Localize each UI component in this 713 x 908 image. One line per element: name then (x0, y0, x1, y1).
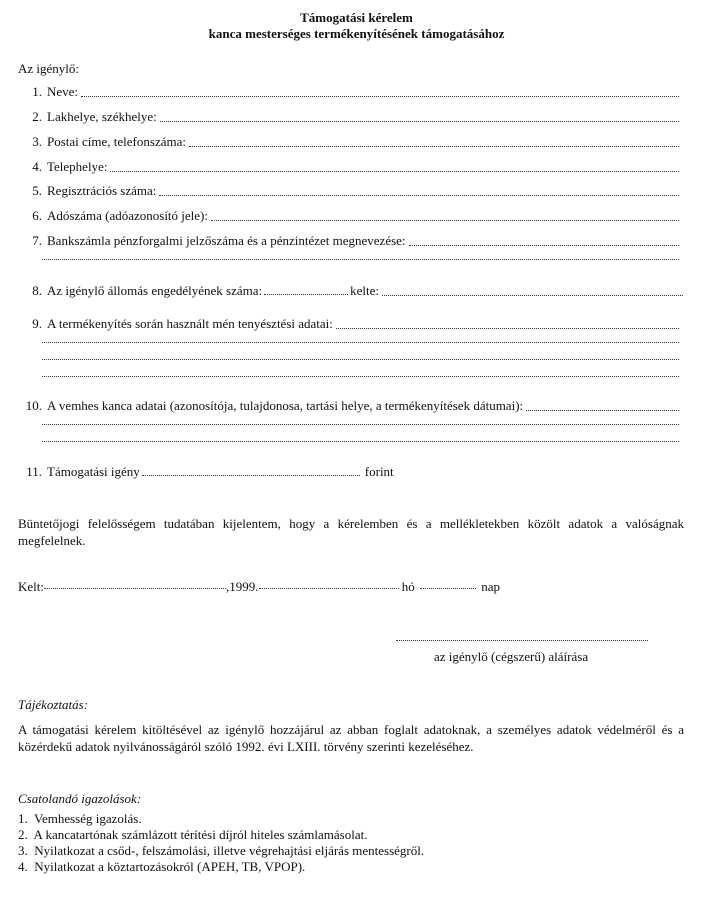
field-name-row[interactable] (18, 84, 679, 100)
field-label: Postai címe, telefonszáma: (47, 134, 186, 149)
field-label-date: kelte: (350, 283, 380, 298)
fill-line[interactable] (42, 342, 679, 343)
list-item: 2. A kancatartónak számlázott térítési díjról hiteles számlamásolat. (18, 827, 368, 842)
claim-amount-line[interactable] (142, 474, 360, 476)
signature-caption: az igénylő (cégszerű) aláírása (434, 649, 589, 664)
field-label: Telephelye: (47, 159, 108, 174)
field-stallion-row[interactable] (18, 316, 679, 332)
fill-line[interactable] (42, 376, 679, 377)
field-label: Bankszámla pénzforgalmi jelzőszáma és a pénzintézet megnevezése: (47, 233, 406, 248)
field-tax-row[interactable] (18, 208, 679, 224)
field-number: 5. (32, 183, 42, 198)
field-registration-row[interactable] (18, 183, 679, 199)
field-label: Adószáma (adóazonosító jele): (47, 208, 208, 223)
field-number: 8. (32, 283, 42, 298)
field-mare-row[interactable] (18, 398, 679, 414)
kelt-label: Kelt: (18, 579, 44, 594)
date-line[interactable] (18, 579, 500, 595)
fill-line[interactable] (81, 95, 679, 97)
field-label: Neve: (47, 84, 79, 99)
day-line[interactable] (420, 587, 476, 589)
field-bank-row[interactable] (18, 233, 679, 249)
applicant-heading: Az igénylő: (18, 61, 80, 76)
list-item: 4. Nyilatkozat a köztartozásokról (APEH, TB, VPOP). (18, 859, 306, 874)
list-item: 1. Vemhesség igazolás. (18, 811, 142, 826)
field-number: 10. (25, 398, 42, 413)
field-postal-row[interactable] (18, 134, 679, 150)
list-item: 3. Nyilatkozat a csőd-, felszámolási, illetve végrehajtási eljárás mentességről. (18, 843, 425, 858)
fill-line[interactable] (409, 244, 679, 246)
field-number: 9. (32, 316, 42, 331)
month-line[interactable] (259, 587, 399, 589)
field-label: Az igénylő állomás engedélyének száma: (47, 283, 263, 298)
attachments-list (18, 811, 424, 875)
fill-line[interactable] (42, 441, 679, 442)
fill-line[interactable] (336, 327, 679, 329)
field-number: 11. (26, 464, 42, 479)
day-label: nap (481, 579, 501, 594)
field-label: A termékenyítés során használt mén tenyésztési adatai: (47, 316, 333, 331)
fill-line[interactable] (526, 409, 679, 411)
permit-number-line[interactable] (264, 293, 348, 295)
info-heading: Tájékoztatás: (18, 697, 89, 712)
field-number: 6. (32, 208, 42, 223)
field-label: Támogatási igény (47, 464, 140, 479)
month-label: hó (401, 579, 415, 594)
field-label: Regisztrációs száma: (47, 183, 157, 198)
field-label: Lakhelye, székhelye: (47, 109, 157, 124)
place-line[interactable] (44, 587, 226, 589)
field-number: 2. (32, 109, 42, 124)
field-permit-row[interactable] (18, 283, 683, 299)
signature-line[interactable] (396, 640, 648, 641)
field-site-row[interactable] (18, 159, 679, 175)
declaration-text: Büntetőjogi felelősségem tudatában kijelentem, hogy a kérelemben és a mellékletekben közölt adatok a valóságnak megfelelnek. (18, 516, 684, 548)
form-title: Támogatási kérelem (300, 10, 413, 25)
fill-line[interactable] (42, 424, 679, 425)
fill-line[interactable] (42, 359, 679, 360)
field-label: A vemhes kanca adatai (azonosítója, tulajdonosa, tartási helye, a termékenyítések dátumai): (47, 398, 524, 413)
permit-date-line[interactable] (382, 294, 683, 296)
fill-line[interactable] (110, 170, 679, 172)
attachments-heading: Csatolandó igazolások: (18, 791, 142, 806)
field-number: 7. (32, 233, 42, 248)
field-number: 3. (32, 134, 42, 149)
field-number: 1. (32, 84, 42, 99)
form-subtitle: kanca mesterséges termékenyítésének támogatásához (208, 26, 505, 41)
fill-line[interactable] (189, 145, 679, 147)
fill-line[interactable] (159, 194, 679, 196)
field-number: 4. (32, 159, 42, 174)
year-label: ,1999. (226, 579, 259, 594)
currency-label: forint (364, 464, 394, 479)
info-text: A támogatási kérelem kitöltésével az igénylő hozzájárul az abban foglalt adatoknak, a személyes adatok védelméről és a közérdekű adatok nyilvánosságáról szóló 1992. évi LXIII. törvény szerinti kezeléséhez. (18, 722, 684, 754)
fill-line[interactable] (211, 219, 679, 221)
field-claim-row[interactable] (18, 464, 394, 480)
fill-line[interactable] (42, 259, 679, 260)
field-address-row[interactable] (18, 109, 679, 125)
fill-line[interactable] (160, 120, 679, 122)
